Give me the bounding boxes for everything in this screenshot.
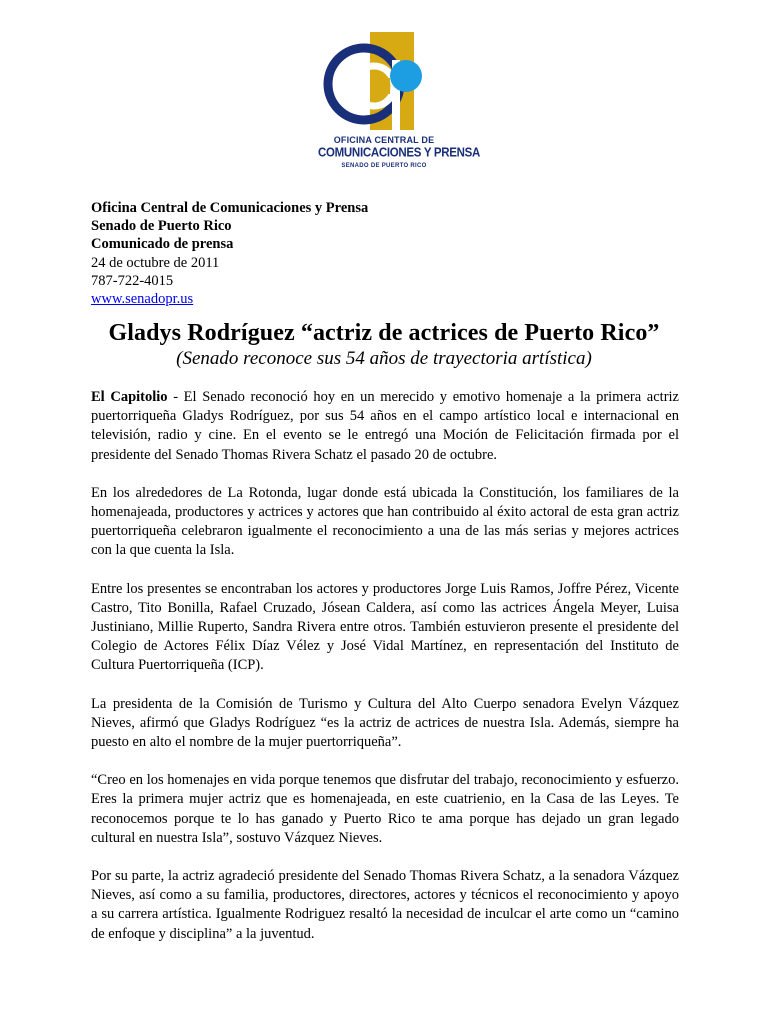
paragraph-6: Por su parte, la actriz agradeció presidente del Senado Thomas Rivera Schatz, a la senadora Vázquez Nieves, así como a su familia, productores, directores, actores y técnicos el reconocimiento y apoyo a su carrera artística. Igualmente Rodriguez resaltó la necesidad de inculcar el arte como un “camino de enfoque y disciplina” a la juventud. xyxy=(91,868,679,942)
header-phone: 787-722-4015 xyxy=(91,272,174,289)
ocp-logo xyxy=(318,26,481,176)
paragraph-3: Entre los presentes se encontraban los actores y productores Jorge Luis Ramos, Joffre Pérez, Vicente Castro, Tito Bonilla, Rafael Cruzado, Jósean Caldera, así como las actrices Ángela Meyer, Luisa Justiniano, Millie Ruperto, Sandra Rivera entre otros. También estuvieron presente el presidente del Colegio de Actores Félix Díaz Vélez y José Vidal Martínez, en representación del Instituto de Cultura Puertorriqueña (ICP). xyxy=(91,580,679,674)
header-org: Oficina Central de Comunicaciones y Prensa xyxy=(91,200,369,216)
logo-line-2: COMUNICACIONES Y PRENSA xyxy=(318,146,481,160)
ocp-logo-icon xyxy=(318,26,450,136)
paragraph-1-text: - El Senado reconoció hoy en un merecido y emotivo homenaje a la primera actriz puertorriqueña Gladys Rodríguez, por sus 54 años en el campo artístico local e internacional en televisión, radio y cine. En el evento se le entregó una Moción de Felicitación firmada por el presidente del Senado Thomas Rivera Schatz el pasado 20 de octubre. xyxy=(91,389,679,463)
paragraph-1 xyxy=(91,388,679,465)
logo-line-3: SENADO DE PUERTO RICO xyxy=(341,163,427,169)
press-header xyxy=(91,199,368,308)
paragraph-2: En los alrededores de La Rotonda, lugar donde está ubicada la Constitución, los familiares de la homenajeada, productores y actrices y actores que han contribuido al éxito actoral de esta gran actriz puertorriqueña celebraron igualmente el reconocimiento a una de las más serias y mejores actrices con la que cuenta la Isla. xyxy=(91,484,679,559)
header-kind: Comunicado de prensa xyxy=(91,236,234,253)
header-senate: Senado de Puerto Rico xyxy=(91,218,232,235)
website-link[interactable]: www.senadopr.us xyxy=(91,291,194,308)
article-body xyxy=(91,388,679,963)
header-date: 24 de octubre de 2011 xyxy=(91,254,220,271)
paragraph-4: La presidenta de la Comisión de Turismo y Cultura del Alto Cuerpo senadora Evelyn Vázquez Nieves, afirmó que Gladys Rodríguez “es la actriz de actrices de nuestra Isla. Además, siempre ha puesto en alto el nombre de la mujer puertorriqueña”. xyxy=(91,695,679,751)
dateline: El Capitolio xyxy=(91,389,168,405)
page-subtitle: (Senado reconoce sus 54 años de trayectoria artística) xyxy=(176,348,592,369)
paragraph-5: “Creo en los homenajes en vida porque tenemos que disfrutar del trabajo, reconocimiento y esfuerzo. Eres la primera mujer actriz que es homenajeada, en este cuatrienio, en la Casa de las Leyes. Te reconocemos porque te lo has ganado y Puerto Rico te ama porque has dejado un gran legado cultural en nuestra Isla”, sostuvo Vázquez Nieves. xyxy=(91,772,679,846)
logo-line-1: OFICINA CENTRAL DE xyxy=(333,135,435,145)
page-title: Gladys Rodríguez “actriz de actrices de Puerto Rico” xyxy=(108,320,660,346)
